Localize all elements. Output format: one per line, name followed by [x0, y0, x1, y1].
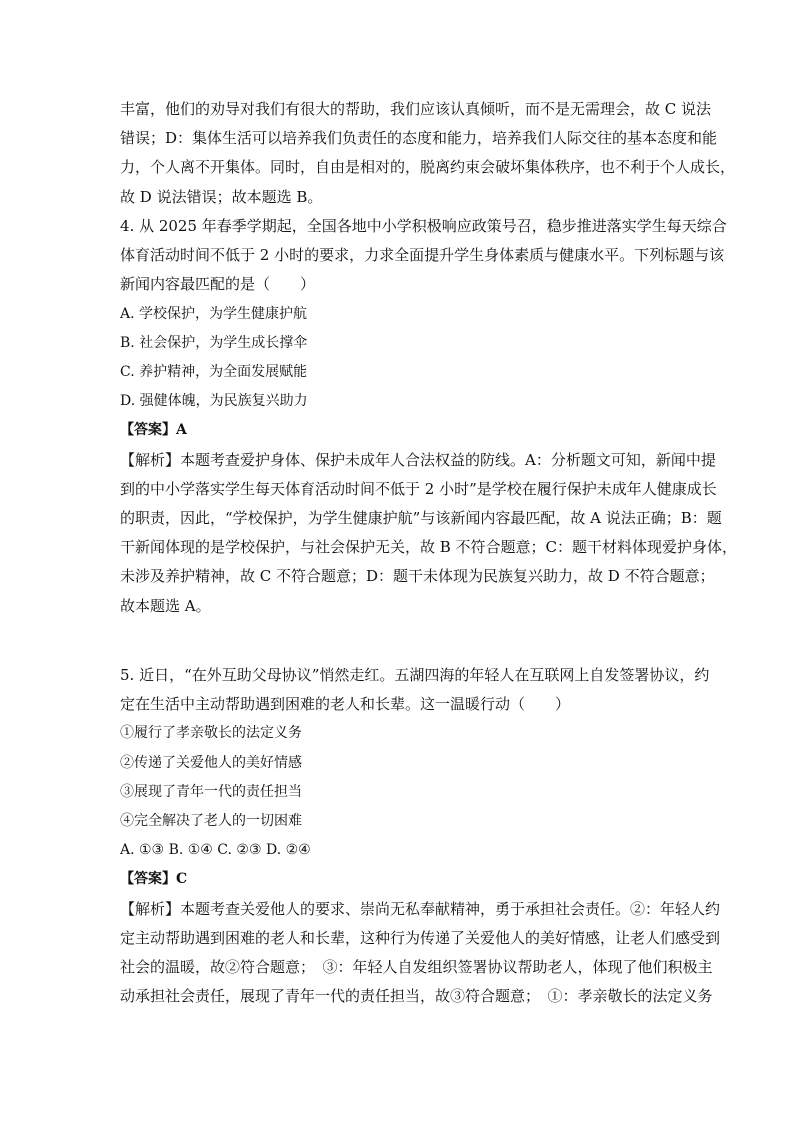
question-stem-line: 新闻内容最匹配的是（ ） — [120, 275, 316, 294]
analysis-line: 故本题选 A。 — [120, 596, 211, 615]
analysis-line: 的职责，因此，“学校保护，为学生健康护航”与该新闻内容最匹配，故 A 说法正确；B：题 — [120, 509, 722, 528]
paragraph-line: 力，个人离不开集体。同时，自由是相对的，脱离约束会破坏集体秩序，也不利于个人成长， — [120, 158, 736, 177]
analysis-line: 到的中小学落实学生每天体育活动时间不低于 2 小时”是学校在履行保护未成年人健康成长 — [120, 479, 717, 498]
question-4 — [120, 212, 738, 621]
question-stem-line: 定在生活中主动帮助遇到困难的老人和长辈。这一温暖行动（ ） — [120, 695, 571, 714]
statement-2: ②传递了关爱他人的美好情感 — [120, 754, 302, 771]
analysis-line: 【解析】本题考查爱护身体、保护未成年人合法权益的防线。A：分析题文可知，新闻中提 — [120, 450, 716, 469]
paragraph-line: 丰富，他们的劝导对我们有很大的帮助，我们应该认真倾听，而不是无需理会，故 C 说法 — [120, 100, 712, 118]
analysis-line: 动承担社会责任，展现了青年一代的责任担当，故③符合题意； ①：孝亲敬长的法定义务 — [120, 987, 713, 1006]
analysis-line: 未涉及养护精神，故 C 不符合题意；D：题干未体现为民族复兴助力，故 D 不符合题意； — [120, 567, 715, 586]
option-b: B. 社会保护，为学生成长撑伞 — [120, 334, 308, 351]
statement-4: ④完全解决了老人的一切困难 — [120, 813, 302, 830]
previous-analysis-continuation — [120, 95, 736, 212]
option-c: C. 养护精神，为全面发展赋能 — [120, 364, 308, 381]
paragraph-line: 故 D 说法错误；故本题选 B。 — [120, 187, 323, 206]
analysis-line: 【解析】本题考查关爱他人的要求、崇尚无私奉献精神，勇于承担社会责任。②：年轻人约 — [120, 899, 721, 918]
question-stem-line: 5. 近日，“在外互助父母协议”悄然走红。五湖四海的年轻人在互联网上自发签署协议，约 — [120, 666, 710, 684]
option-d: D. 强健体魄，为民族复兴助力 — [120, 393, 308, 410]
question-stem-line: 4. 从 2025 年春季学期起，全国各地中小学积极响应政策号召，稳步推进落实学生每天综合 — [120, 217, 727, 235]
statement-3: ③展现了青年一代的责任担当 — [120, 783, 302, 800]
paragraph-line: 错误；D：集体生活可以培养我们负责任的态度和能力，培养我们人际交往的基本态度和能 — [120, 129, 718, 148]
analysis-line: 定主动帮助遇到困难的老人和长辈，这种行为传递了关爱他人的美好情感，让老人们感受到 — [120, 928, 721, 947]
statement-1: ①履行了孝亲敬长的法定义务 — [120, 725, 302, 742]
question-5 — [120, 661, 721, 1011]
analysis-line: 社会的温暖，故②符合题意； ③：年轻人自发组织签署协议帮助老人，体现了他们积极主 — [120, 958, 713, 977]
answer-label: 【答案】A — [120, 422, 187, 439]
answer-choices: A. ①③ B. ①④ C. ②③ D. ②④ — [120, 842, 311, 859]
answer-label: 【答案】C — [120, 871, 188, 888]
question-stem-line: 体育活动时间不低于 2 小时的要求，力求全面提升学生身体素质与健康水平。下列标题与该 — [120, 246, 725, 265]
option-a: A. 学校保护，为学生健康护航 — [120, 305, 308, 322]
analysis-line: 干新闻体现的是学校保护，与社会保护无关，故 B 不符合题意；C：题干材料体现爱护身体， — [120, 538, 738, 557]
